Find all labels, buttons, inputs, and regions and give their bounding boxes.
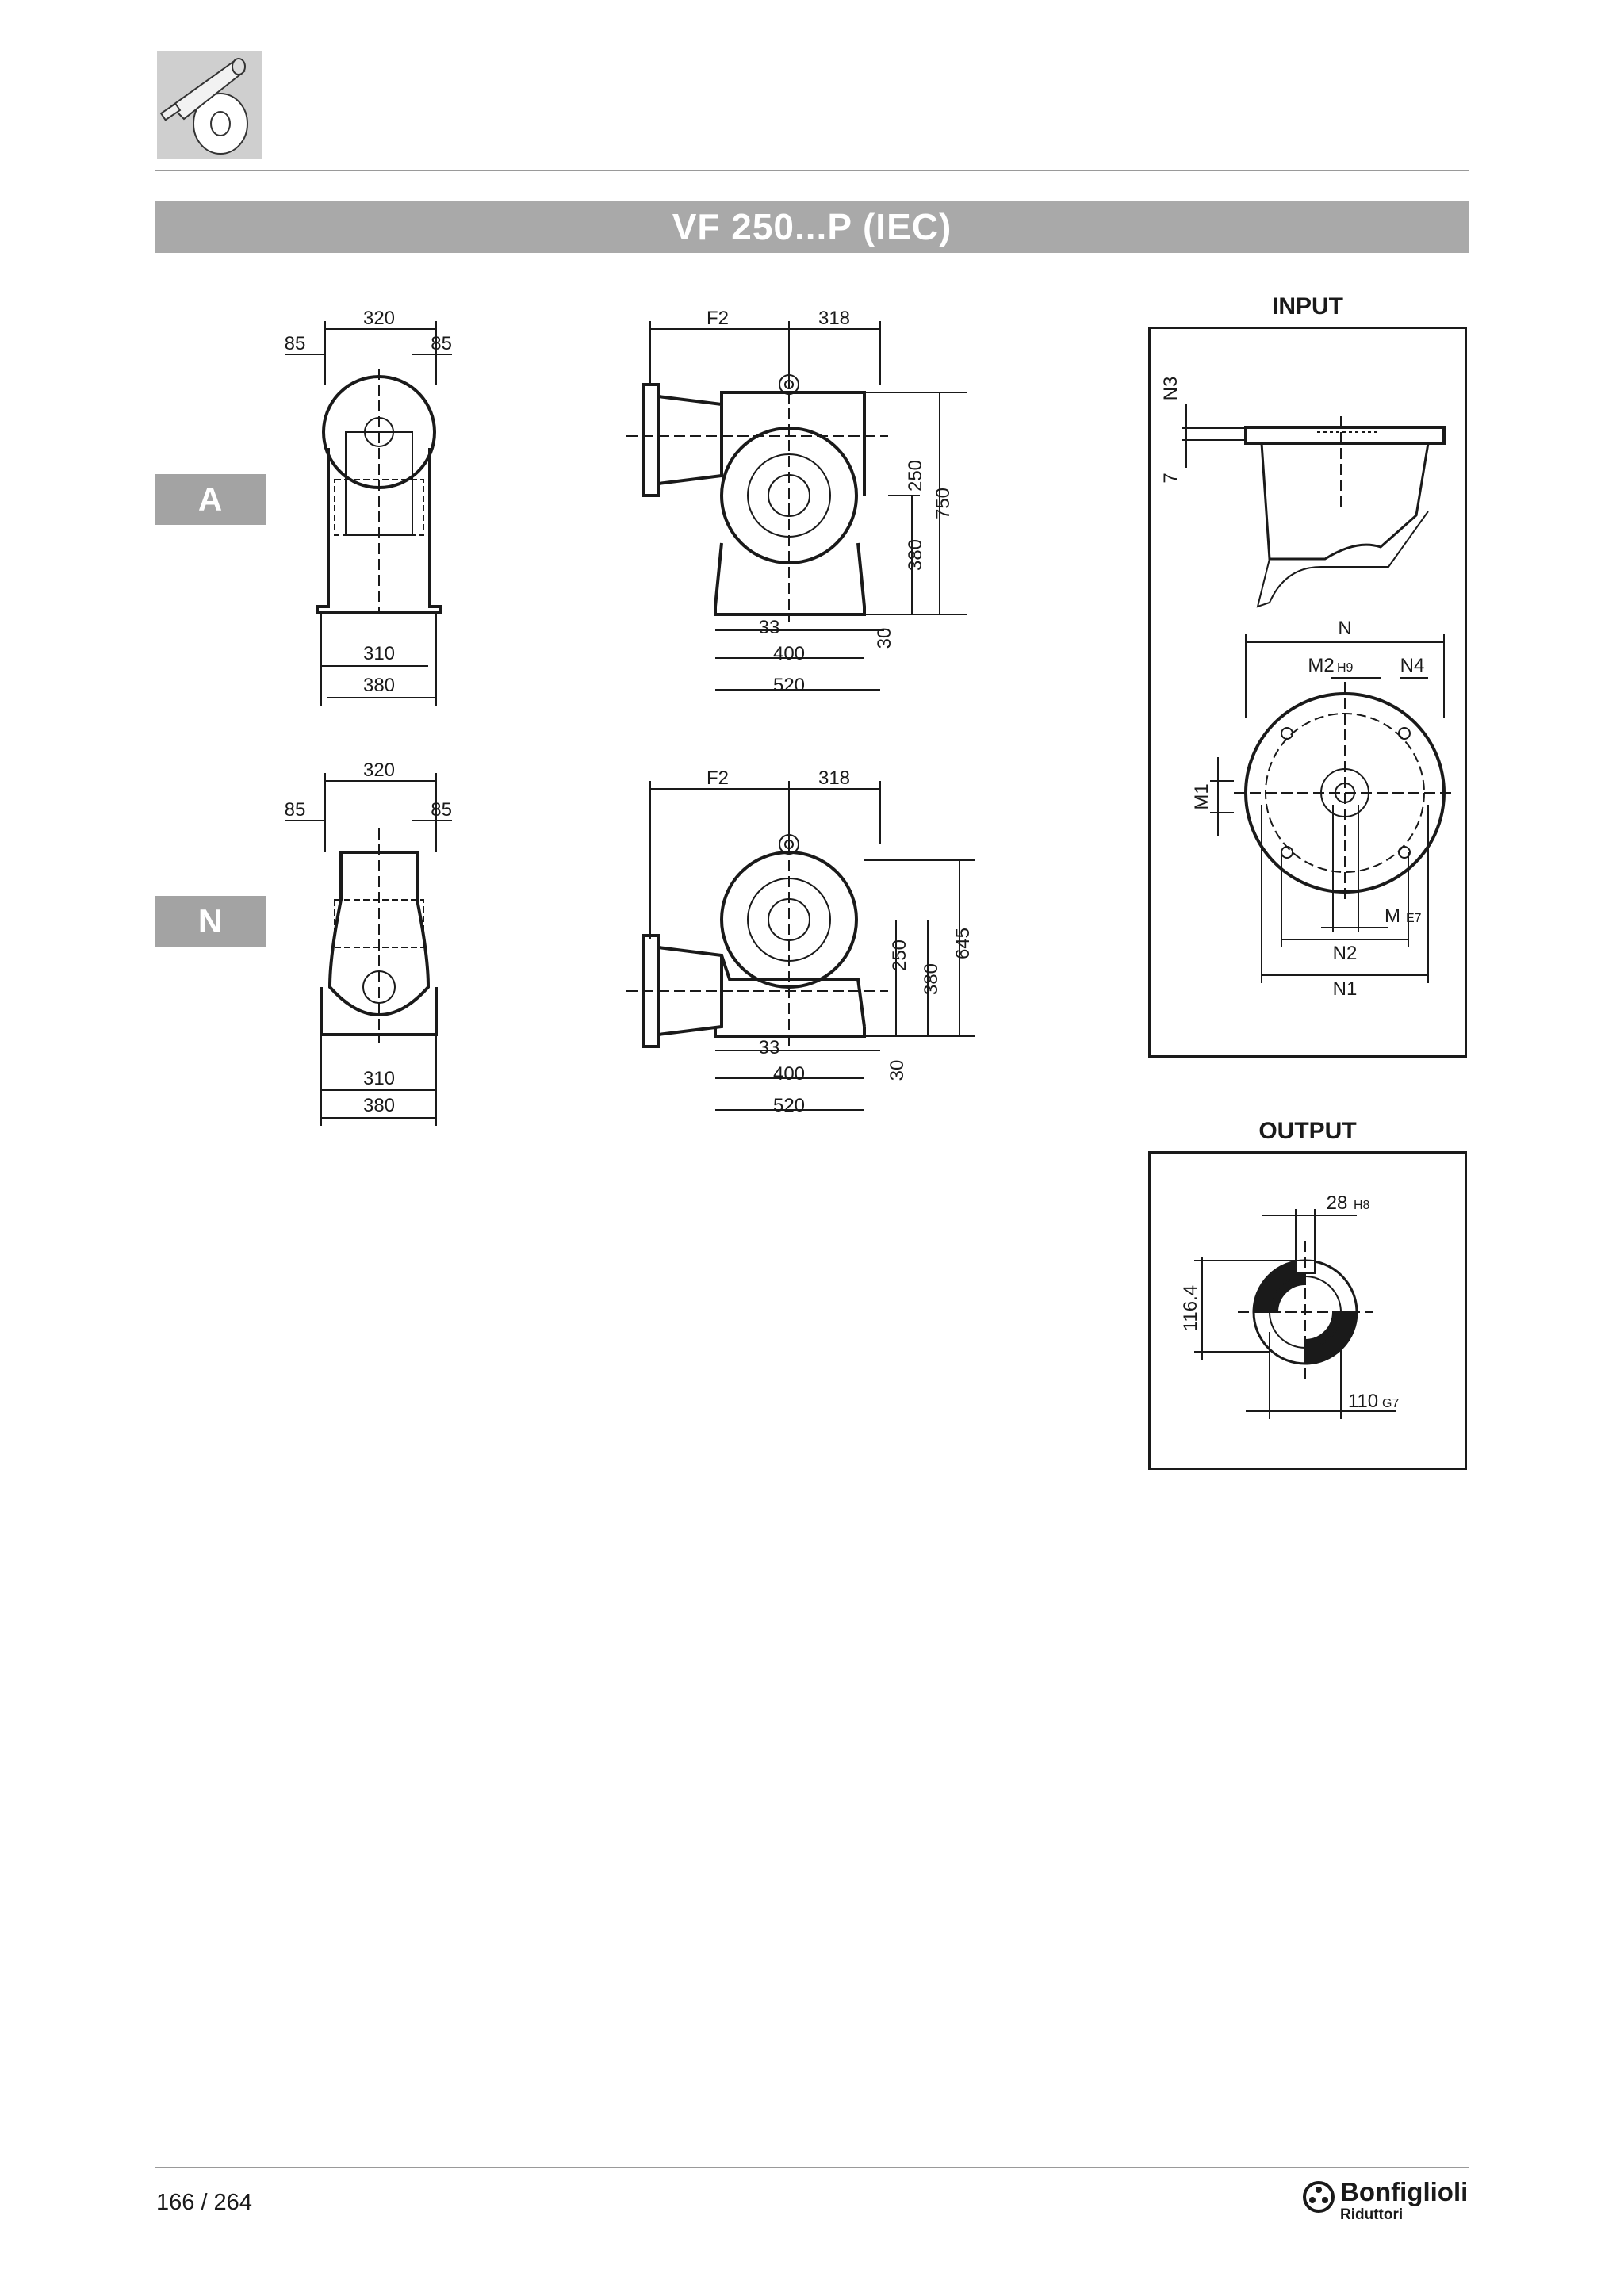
bonfiglioli-logo-icon xyxy=(1302,2180,1335,2214)
dim-a-side-d2: 380 xyxy=(905,538,926,572)
dim-n-side-d1: 250 xyxy=(889,939,910,972)
variant-tag-a: A xyxy=(155,474,266,525)
dim-input-m1: M1 xyxy=(1191,783,1212,810)
footer-rule xyxy=(155,2167,1469,2168)
page-number: 166 / 264 xyxy=(156,2190,252,2215)
dim-a-front-foot-inner: 310 xyxy=(362,643,396,664)
dim-input-n2: N2 xyxy=(1332,943,1358,964)
dim-n-front-top: 320 xyxy=(362,760,396,781)
dim-a-front-foot-outer: 380 xyxy=(362,675,396,696)
dim-output-key: 28 xyxy=(1326,1192,1348,1214)
variant-n-side-drawing xyxy=(626,757,983,1130)
dim-a-side-w: 318 xyxy=(818,308,851,329)
brand-name: Bonfiglioli xyxy=(1340,2177,1469,2206)
dim-output-bore-tol: G7 xyxy=(1382,1397,1400,1410)
dim-a-side-f2: F2 xyxy=(706,308,730,329)
dim-output-key-tol: H8 xyxy=(1354,1199,1370,1212)
output-title: OUTPUT xyxy=(1258,1118,1357,1144)
dim-output-bore: 110 xyxy=(1347,1391,1379,1412)
dim-n-side-foot-outer: 520 xyxy=(772,1095,806,1116)
dim-a-side-base: 30 xyxy=(874,627,895,649)
page-title: VF 250...P (IEC) xyxy=(155,201,1469,253)
dim-a-front-left: 85 xyxy=(284,333,306,354)
dim-n-side-base: 30 xyxy=(887,1059,908,1081)
dim-n-front-foot-inner: 310 xyxy=(362,1068,396,1089)
dim-a-side-foot-inner: 400 xyxy=(772,643,806,664)
dim-input-m2: M2 xyxy=(1308,655,1335,676)
dim-input-n4: N4 xyxy=(1400,655,1425,676)
variant-a-front-drawing xyxy=(278,305,452,710)
dim-n-side-w: 318 xyxy=(818,767,851,789)
input-title: INPUT xyxy=(1272,293,1343,320)
dim-n-front-foot-outer: 380 xyxy=(362,1095,396,1116)
gearbox-category-icon xyxy=(157,51,262,159)
dim-input-n: N xyxy=(1338,618,1352,639)
input-panel xyxy=(1148,327,1467,1058)
header-rule xyxy=(155,170,1469,171)
dim-a-front-right: 85 xyxy=(431,333,452,354)
dim-input-m2-tol: H9 xyxy=(1337,661,1354,675)
dim-input-m: M xyxy=(1385,905,1400,927)
dim-n-side-d2: 380 xyxy=(921,962,942,996)
output-bore-drawing xyxy=(1151,1154,1465,1468)
variant-a-side-drawing xyxy=(626,305,983,710)
dim-a-front-top: 320 xyxy=(362,308,396,329)
dim-n-side-h: 645 xyxy=(952,927,974,960)
dim-n-side-f2: F2 xyxy=(706,767,730,789)
dim-input-seven: 7 xyxy=(1160,473,1182,484)
dim-output-depth: 116.4 xyxy=(1180,1284,1201,1332)
output-panel xyxy=(1148,1151,1467,1470)
dim-a-side-d1: 250 xyxy=(905,459,926,492)
dim-a-side-foot-outer: 520 xyxy=(772,675,806,696)
dim-n-front-right: 85 xyxy=(431,799,452,821)
variant-n-front-drawing xyxy=(278,757,452,1130)
input-flange-drawing xyxy=(1151,329,1465,1055)
dim-input-n3: N3 xyxy=(1160,376,1182,401)
dim-a-side-h: 750 xyxy=(933,487,954,520)
brand-subtitle: Riduttori xyxy=(1340,2206,1404,2223)
dim-input-m-tol: E7 xyxy=(1406,912,1422,925)
dim-n-front-left: 85 xyxy=(284,799,306,821)
dim-input-n1: N1 xyxy=(1332,978,1358,1000)
variant-tag-n: N xyxy=(155,896,266,947)
dim-n-side-foot-hole: 33 xyxy=(758,1037,780,1058)
dim-a-side-foot-hole: 33 xyxy=(758,617,780,638)
dim-n-side-foot-inner: 400 xyxy=(772,1063,806,1085)
